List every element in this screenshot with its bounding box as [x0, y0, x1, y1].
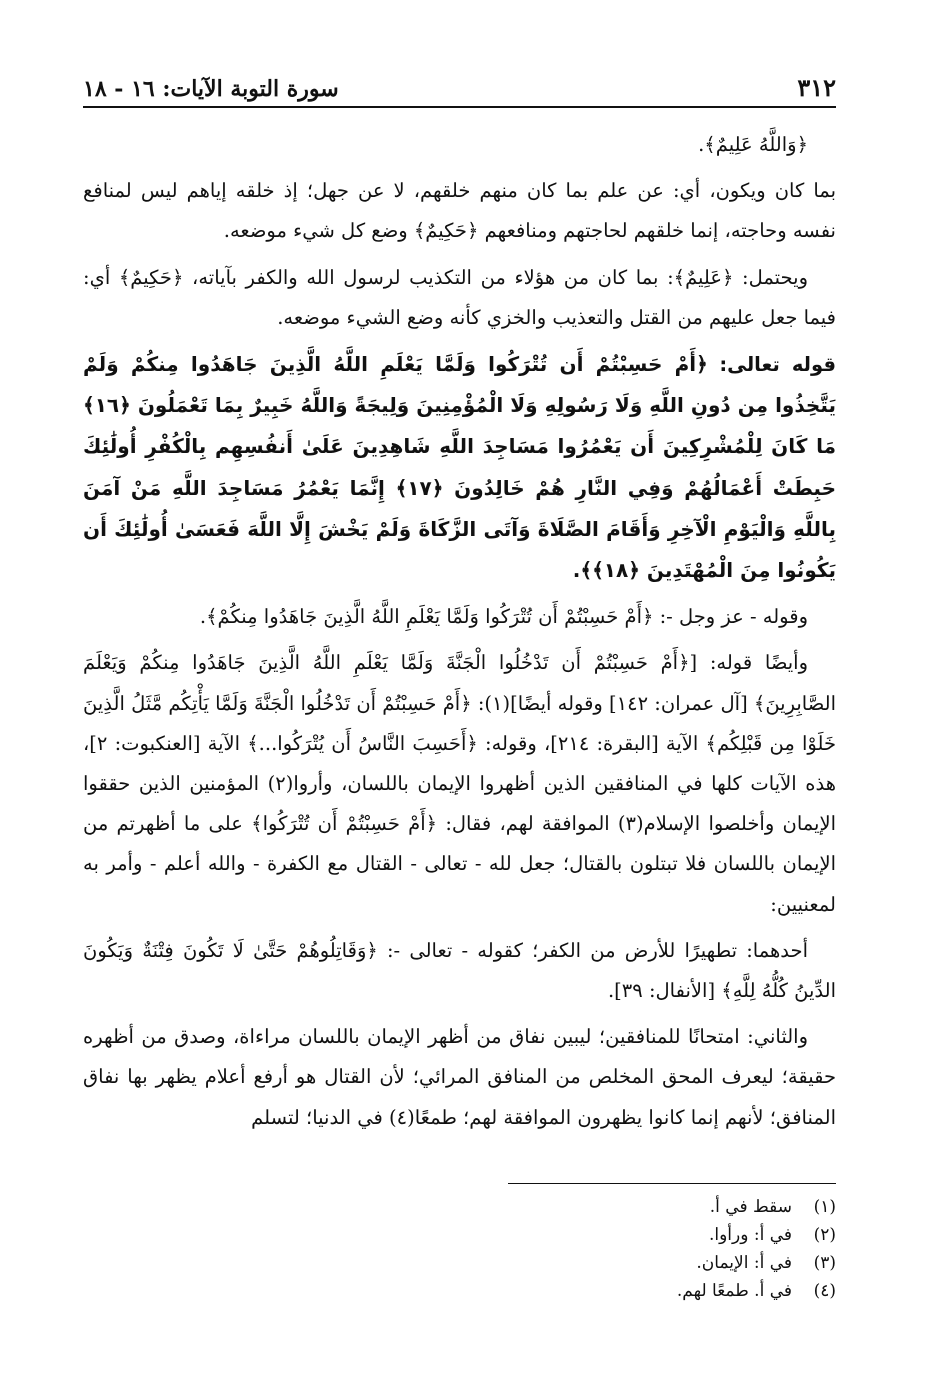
quran-verses: ﴿أَمْ حَسِبْتُمْ أَن تُتْرَكُوا وَلَمَّا يَعْلَمِ اللَّهُ الَّذِينَ جَاهَدُوا مِنكُمْ وَلَمْ يَتَّخِذُوا مِن دُونِ اللَّهِ وَلَا رَسُولِهِ وَلَا الْمُؤْمِنِينَ وَلِيجَةً وَاللَّهُ خَبِيرٌ بِمَا تَعْمَلُونَ ﴿١٦﴾ مَا كَانَ لِلْمُشْرِكِينَ أَن يَعْمُرُوا مَسَاجِدَ اللَّهِ شَاهِدِينَ عَلَىٰ أَنفُسِهِم بِالْكُفْرِ أُولَٰئِكَ حَبِطَتْ أَعْمَالُهُمْ وَفِي النَّارِ هُمْ خَالِدُونَ ﴿١٧﴾ إِنَّمَا يَعْمُرُ مَسَاجِدَ اللَّهِ مَنْ آمَنَ بِاللَّهِ وَالْيَوْمِ الْآخِرِ وَأَقَامَ الصَّلَاةَ وَآتَى الزَّكَاةَ وَلَمْ يَخْشَ إِلَّا اللَّهَ فَعَسَىٰ أُولَٰئِكَ أَن يَكُونُوا مِنَ الْمُهْتَدِينَ ﴿١٨﴾﴾.	[83, 352, 836, 583]
footnote-number: (٢)	[813, 1225, 836, 1245]
footnote-number: (٤)	[813, 1281, 836, 1301]
footnote-number: (١)	[813, 1197, 836, 1217]
footnote	[300, 1221, 836, 1249]
running-title: سورة التوبة الآيات: ١٦ - ١٨	[83, 76, 339, 102]
footnote-divider	[508, 1183, 836, 1184]
paragraph: وقوله - عز وجل -: ﴿أَمْ حَسِبْتُمْ أَن تُتْرَكُوا وَلَمَّا يَعْلَمِ اللَّهُ الَّذِينَ جَاهَدُوا مِنكُمْ﴾.	[199, 605, 808, 629]
footnotes	[300, 1193, 836, 1305]
paragraph: والثاني: امتحانًا للمنافقين؛ ليبين نفاق من أظهر الإيمان باللسان مراءاة، وصدق من أظهره حقيقة؛ ليعرف المحق المخلص من المنافق المرائي؛ لأن القتال هو أرفع أعلام يظهر بها نفاق المنافق؛ لأنهم إنما كانوا يظهرون الموافقة لهم؛ طمعًا(٤) في الدنيا؛ لتسلم	[83, 1025, 836, 1129]
footnote	[300, 1277, 836, 1305]
verse-lead: قوله تعالى:	[719, 353, 837, 377]
paragraph: ﴿وَاللَّهُ عَلِيمٌ﴾.	[698, 133, 808, 156]
footnote-text: في أ. طمعًا لهم.	[676, 1281, 792, 1301]
footnote-text: في أ: الإيمان.	[696, 1253, 792, 1273]
paragraph: أحدهما: تطهيرًا للأرض من الكفر؛ كقوله - تعالى -: ﴿وَقَاتِلُوهُمْ حَتَّىٰ لَا تَكُونَ فِتْنَةٌ وَيَكُونَ الدِّينُ كُلُّهُ لِلَّهِ﴾ [الأنفال: ٣٩].	[83, 938, 836, 1003]
footnote	[300, 1249, 836, 1277]
page-number: ٣١٢	[797, 73, 836, 102]
paragraph: بما كان ويكون، أي: عن علم بما كان منهم خلقهم، لا عن جهل؛ إذ خلقه إياهم ليس لمنافع نفسه وحاجته، إنما خلقهم لحاجتهم ومنافعهم ﴿حَكِيمٌ﴾ وضع كل شيء موضعه.	[83, 179, 836, 243]
quran-verses-paragraph	[83, 344, 836, 591]
paragraph: وأيضًا قوله: [﴿أَمْ حَسِبْتُمْ أَن تَدْخُلُوا الْجَنَّةَ وَلَمَّا يَعْلَمِ اللَّهُ الَّذِينَ جَاهَدُوا مِنكُمْ وَيَعْلَمَ الصَّابِرِينَ﴾ [آل عمران: ١٤٢] وقوله أيضًا](١): ﴿أَمْ حَسِبْتُمْ أَن تَدْخُلُوا الْجَنَّةَ وَلَمَّا يَأْتِكُم مَّثَلُ الَّذِينَ خَلَوْا مِن قَبْلِكُم﴾ الآية [البقرة: ٢١٤]، وقوله: ﴿أَحَسِبَ النَّاسُ أَن يُتْرَكُوا...﴾ الآية [العنكبوت: ٢]، هذه الآيات كلها في المنافقين الذين أظهروا الإيمان باللسان، وأروا(٢) المؤمنين الذين حققوا الإيمان وأخلصوا الإسلام(٣) الموافقة لهم، فقال: ﴿أَمْ حَسِبْتُمْ أَن تُتْرَكُوا﴾ على ما أظهرتم من الإيمان باللسان فلا تبتلون بالقتال؛ جعل لله - تعالى - القتال مع الكفرة - والله أعلم - وأمر به لمعنيين:	[83, 651, 837, 916]
footnote	[300, 1193, 836, 1221]
footnote-text: في أ: ورأوا.	[708, 1225, 792, 1245]
footnote-text: سقط في أ.	[709, 1197, 792, 1217]
body-text	[83, 125, 836, 1144]
page-header	[83, 58, 836, 108]
paragraph: ويحتمل: ﴿عَلِيمٌ﴾: بما كان من هؤلاء من التكذيب لرسول الله والكفر بآياته، ﴿حَكِيمٌ﴾ أي: فيما جعل عليهم من القتل والتعذيب والخزي كأنه وضع الشيء موضعه.	[83, 265, 836, 329]
footnote-number: (٣)	[813, 1253, 836, 1273]
